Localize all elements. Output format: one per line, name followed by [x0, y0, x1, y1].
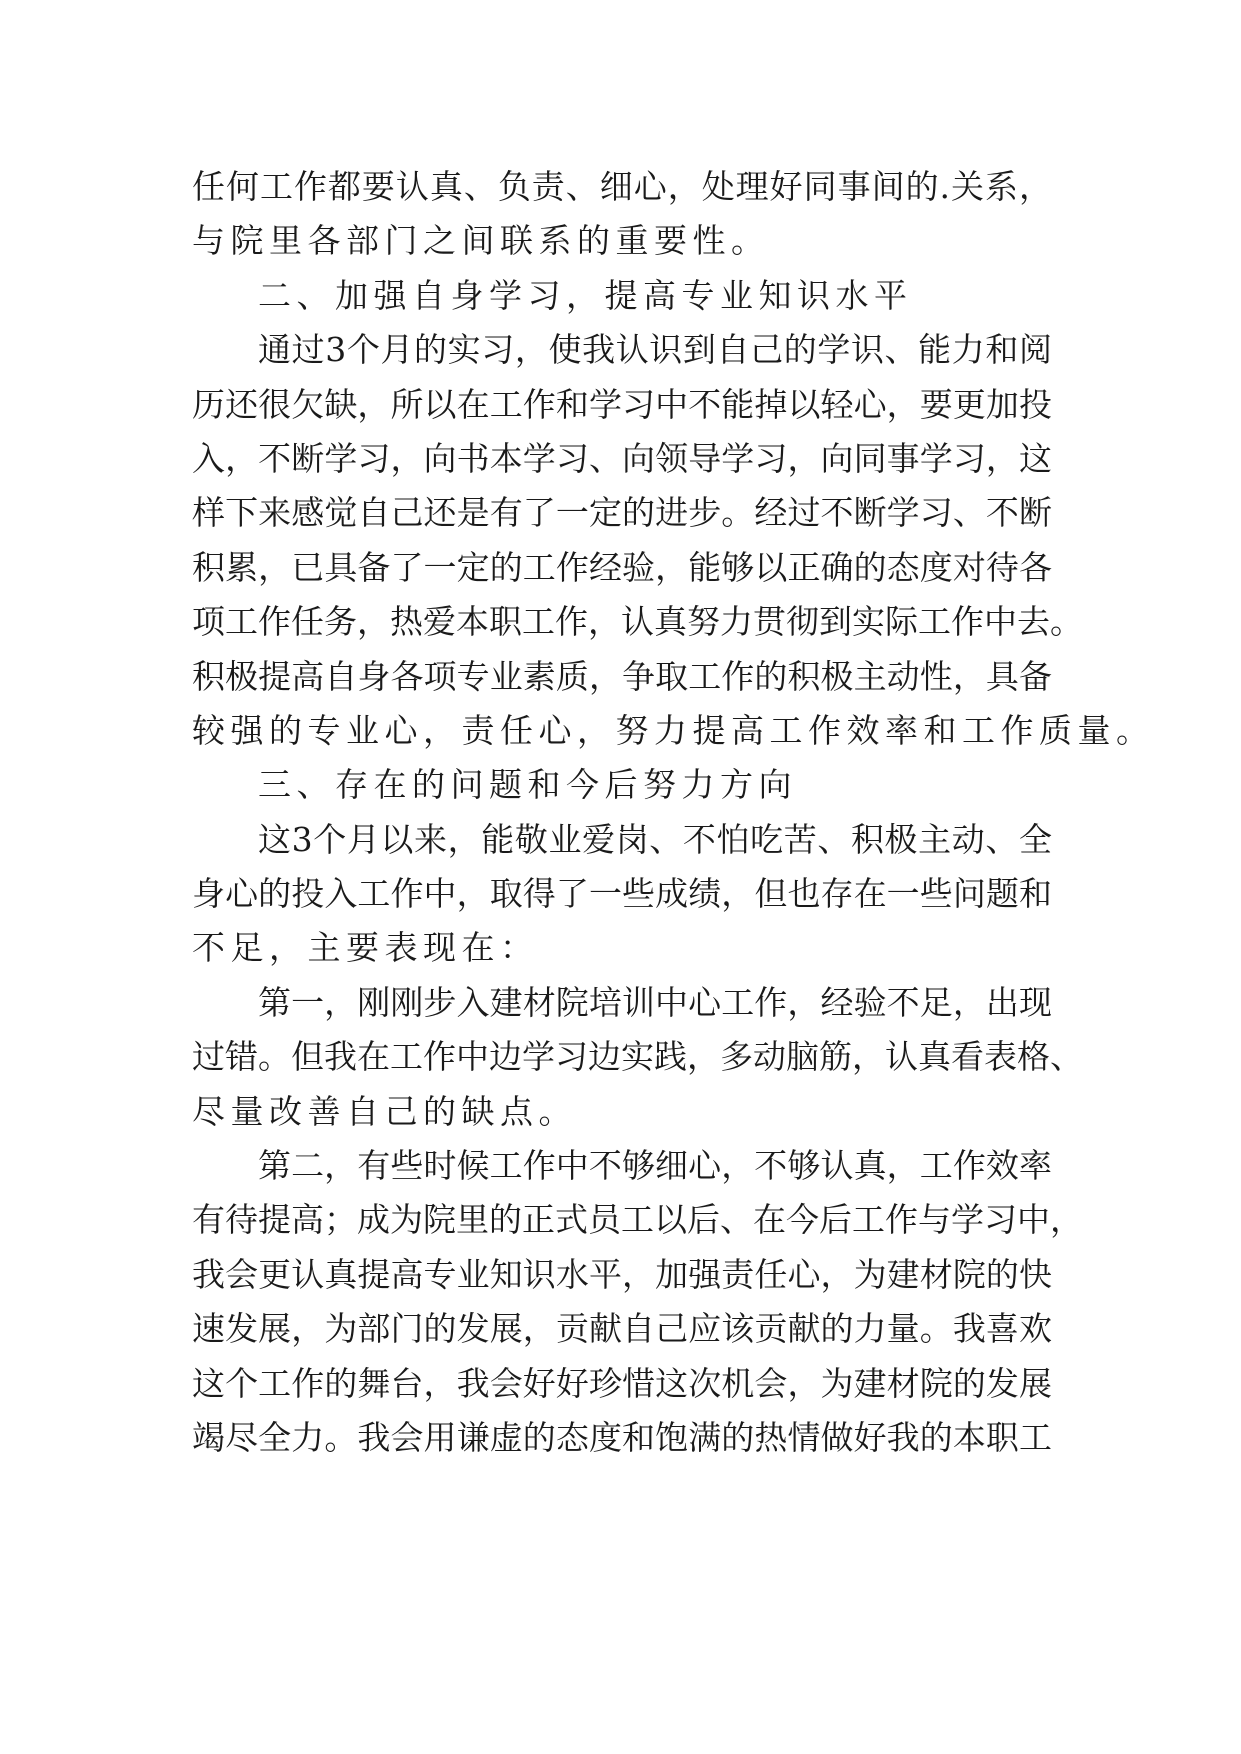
body-line: 较强的专业心，责任心，努力提高工作效率和工作质量。 — [192, 710, 1155, 750]
body-line: 入，不断学习，向书本学习、向领导学习，向同事学习，这 — [192, 438, 1052, 478]
body-line: 身心的投入工作中，取得了一些成绩，但也存在一些问题和 — [192, 874, 1052, 914]
body-line: 过错。但我在工作中边学习边实践，多动脑筋，认真看表格、 — [192, 1037, 1083, 1077]
body-line: 有待提高；成为院里的正式员工以后、在今后工作与学习中， — [192, 1200, 1083, 1240]
body-line: 这3个月以来，能敬业爱岗、不怕吃苦、积极主动、全 — [258, 819, 1052, 859]
body-line: 不足，主要表现在： — [192, 928, 539, 968]
section-heading: 二、加强自身学习，提高专业知识水平 — [258, 275, 913, 315]
body-line: 历还很欠缺，所以在工作和学习中不能掉以轻心，要更加投 — [192, 384, 1052, 424]
body-line: 第一，刚刚步入建材院培训中心工作，经验不足，出现 — [258, 982, 1052, 1022]
section-heading: 三、存在的问题和今后努力方向 — [258, 765, 797, 805]
body-line: 通过3个月的实习，使我认识到自己的学识、能力和阅 — [258, 330, 1052, 370]
body-line: 竭尽全力。我会用谦虚的态度和饱满的热情做好我的本职工 — [192, 1417, 1052, 1457]
body-line: 这个工作的舞台，我会好好珍惜这次机会，为建材院的发展 — [192, 1363, 1052, 1403]
body-line: 积极提高自身各项专业素质，争取工作的积极主动性，具备 — [192, 656, 1052, 696]
body-line: 速发展，为部门的发展，贡献自己应该贡献的力量。我喜欢 — [192, 1309, 1052, 1349]
document-body — [192, 160, 1155, 1465]
body-line: 与院里各部门之间联系的重要性。 — [192, 221, 770, 261]
body-line: 任何工作都要认真、负责、细心，处理好同事间的.关系， — [192, 167, 1052, 206]
body-line: 尽量改善自己的缺点。 — [192, 1091, 577, 1131]
body-line: 第二，有些时候工作中不够细心，不够认真，工作效率 — [258, 1146, 1052, 1186]
body-line: 样下来感觉自己还是有了一定的进步。经过不断学习、不断 — [192, 493, 1052, 533]
body-line: 积累，已具备了一定的工作经验，能够以正确的态度对待各 — [192, 547, 1052, 587]
body-line: 项工作任务，热爱本职工作，认真努力贯彻到实际工作中去。 — [192, 602, 1083, 642]
body-line: 我会更认真提高专业知识水平，加强责任心，为建材院的快 — [192, 1254, 1052, 1294]
